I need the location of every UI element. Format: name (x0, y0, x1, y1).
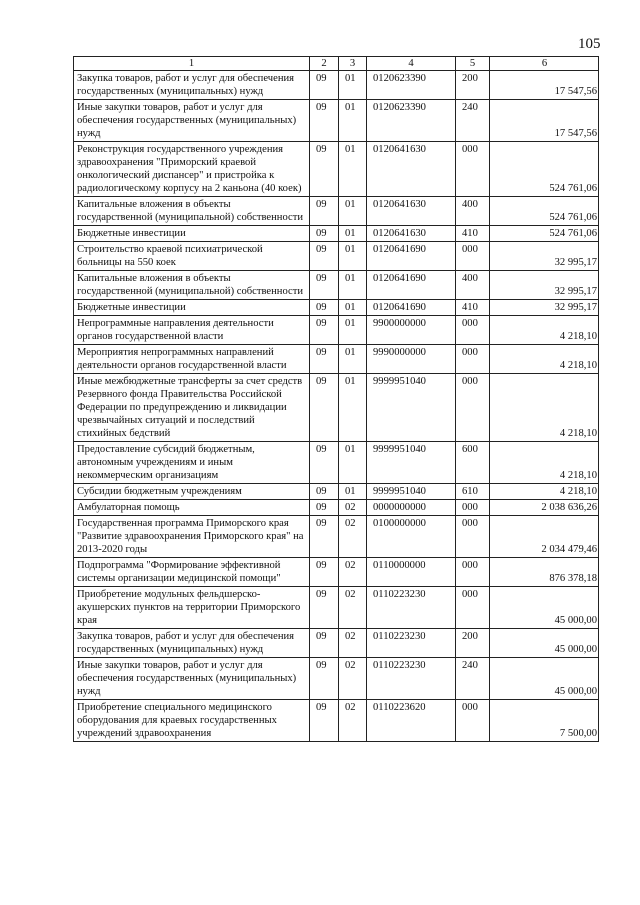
row-expense-type: 000 (456, 374, 490, 442)
row-subsection: 02 (339, 658, 367, 700)
row-target-code: 0120641690 (367, 271, 456, 300)
row-target-code: 0120623390 (367, 100, 456, 142)
row-name: Закупка товаров, работ и услуг для обеспечения государственных (муниципальных) нужд (74, 71, 310, 100)
row-subsection: 01 (339, 374, 367, 442)
header-col-3: 3 (339, 57, 367, 71)
row-amount: 45 000,00 (490, 658, 599, 700)
row-amount: 524 761,06 (490, 197, 599, 226)
header-col-1: 1 (74, 57, 310, 71)
table-row (74, 558, 599, 587)
row-expense-type: 600 (456, 442, 490, 484)
row-subsection: 01 (339, 316, 367, 345)
row-expense-type: 000 (456, 587, 490, 629)
row-expense-type: 000 (456, 516, 490, 558)
table-row (74, 345, 599, 374)
row-amount: 7 500,00 (490, 700, 599, 742)
row-expense-type: 410 (456, 300, 490, 316)
row-target-code: 0000000000 (367, 500, 456, 516)
row-name: Государственная программа Приморского края "Развитие здравоохранения Приморского края" на 2013-2020 годы (74, 516, 310, 558)
row-name: Приобретение специального медицинского оборудования для краевых государственных учреждений здравоохранения (74, 700, 310, 742)
budget-table (73, 56, 599, 742)
table-row (74, 271, 599, 300)
row-subsection: 02 (339, 516, 367, 558)
row-section: 09 (310, 484, 339, 500)
row-section: 09 (310, 558, 339, 587)
row-subsection: 01 (339, 271, 367, 300)
row-amount: 45 000,00 (490, 587, 599, 629)
row-section: 09 (310, 516, 339, 558)
row-section: 09 (310, 100, 339, 142)
row-section: 09 (310, 658, 339, 700)
row-section: 09 (310, 500, 339, 516)
row-expense-type: 240 (456, 658, 490, 700)
row-section: 09 (310, 300, 339, 316)
row-amount: 524 761,06 (490, 142, 599, 197)
row-target-code: 0100000000 (367, 516, 456, 558)
row-section: 09 (310, 700, 339, 742)
table-row (74, 484, 599, 500)
row-name: Иные закупки товаров, работ и услуг для обеспечения государственных (муниципальных) нужд (74, 100, 310, 142)
row-section: 09 (310, 242, 339, 271)
table-row (74, 316, 599, 345)
row-name: Приобретение модульных фельдшерско-акушерских пунктов на территории Приморского края (74, 587, 310, 629)
row-target-code: 0120641690 (367, 300, 456, 316)
row-expense-type: 240 (456, 100, 490, 142)
row-expense-type: 000 (456, 700, 490, 742)
row-section: 09 (310, 345, 339, 374)
row-name: Непрограммные направления деятельности органов государственной власти (74, 316, 310, 345)
row-expense-type: 400 (456, 197, 490, 226)
row-section: 09 (310, 442, 339, 484)
header-col-2: 2 (310, 57, 339, 71)
table-row (74, 374, 599, 442)
row-expense-type: 610 (456, 484, 490, 500)
row-subsection: 01 (339, 100, 367, 142)
row-target-code: 0120641690 (367, 242, 456, 271)
row-name: Амбулаторная помощь (74, 500, 310, 516)
row-name: Капитальные вложения в объекты государственной (муниципальной) собственности (74, 197, 310, 226)
row-target-code: 9990000000 (367, 345, 456, 374)
table-row (74, 242, 599, 271)
row-name: Капитальные вложения в объекты государственной (муниципальной) собственности (74, 271, 310, 300)
row-expense-type: 200 (456, 71, 490, 100)
row-amount: 17 547,56 (490, 100, 599, 142)
row-name: Реконструкция государственного учреждения здравоохранения "Приморский краевой онкологический диспансер" и пристройка к радиологическому корпусу на 2 каньона (40 коек) (74, 142, 310, 197)
table-row (74, 587, 599, 629)
row-amount: 4 218,10 (490, 484, 599, 500)
row-section: 09 (310, 142, 339, 197)
row-expense-type: 000 (456, 316, 490, 345)
page-number: 105 (578, 36, 601, 52)
row-subsection: 02 (339, 629, 367, 658)
row-target-code: 0120641630 (367, 197, 456, 226)
header-col-4: 4 (367, 57, 456, 71)
row-amount: 45 000,00 (490, 629, 599, 658)
row-amount: 4 218,10 (490, 374, 599, 442)
row-section: 09 (310, 197, 339, 226)
header-col-5: 5 (456, 57, 490, 71)
row-amount: 4 218,10 (490, 442, 599, 484)
table-row (74, 629, 599, 658)
row-name: Предоставление субсидий бюджетным, автономным учреждениям и иным некоммерческим организациям (74, 442, 310, 484)
row-expense-type: 000 (456, 500, 490, 516)
row-expense-type: 200 (456, 629, 490, 658)
table-row (74, 100, 599, 142)
row-name: Иные межбюджетные трансферты за счет средств Резервного фонда Правительства Российской Федерации по предупреждению и ликвидации чрезвычайных ситуаций и последствий стихийных бедствий (74, 374, 310, 442)
row-target-code: 0120641630 (367, 142, 456, 197)
row-expense-type: 000 (456, 242, 490, 271)
row-expense-type: 410 (456, 226, 490, 242)
row-expense-type: 400 (456, 271, 490, 300)
row-section: 09 (310, 629, 339, 658)
row-section: 09 (310, 226, 339, 242)
row-expense-type: 000 (456, 558, 490, 587)
row-target-code: 9999951040 (367, 442, 456, 484)
table-row (74, 700, 599, 742)
row-target-code: 0110223230 (367, 587, 456, 629)
row-target-code: 0120623390 (367, 71, 456, 100)
row-subsection: 01 (339, 71, 367, 100)
row-name: Закупка товаров, работ и услуг для обеспечения государственных (муниципальных) нужд (74, 629, 310, 658)
table-row (74, 197, 599, 226)
row-amount: 4 218,10 (490, 345, 599, 374)
row-amount: 2 034 479,46 (490, 516, 599, 558)
row-subsection: 01 (339, 484, 367, 500)
row-name: Подпрограмма "Формирование эффективной системы организации медицинской помощи" (74, 558, 310, 587)
row-name: Бюджетные инвестиции (74, 300, 310, 316)
row-section: 09 (310, 71, 339, 100)
row-subsection: 01 (339, 242, 367, 271)
table-header-row (74, 57, 599, 71)
row-target-code: 0110223230 (367, 658, 456, 700)
row-subsection: 01 (339, 226, 367, 242)
table-row (74, 71, 599, 100)
row-section: 09 (310, 271, 339, 300)
table-row (74, 500, 599, 516)
row-target-code: 9999951040 (367, 374, 456, 442)
row-expense-type: 000 (456, 142, 490, 197)
row-subsection: 01 (339, 345, 367, 374)
table-row (74, 226, 599, 242)
row-amount: 32 995,17 (490, 271, 599, 300)
row-section: 09 (310, 587, 339, 629)
row-name: Иные закупки товаров, работ и услуг для обеспечения государственных (муниципальных) нужд (74, 658, 310, 700)
row-amount: 2 038 636,26 (490, 500, 599, 516)
row-amount: 4 218,10 (490, 316, 599, 345)
row-target-code: 0110223620 (367, 700, 456, 742)
table-row (74, 658, 599, 700)
row-subsection: 02 (339, 587, 367, 629)
row-subsection: 01 (339, 442, 367, 484)
row-name: Строительство краевой психиатрической больницы на 550 коек (74, 242, 310, 271)
row-subsection: 02 (339, 558, 367, 587)
row-subsection: 02 (339, 500, 367, 516)
row-subsection: 02 (339, 700, 367, 742)
row-name: Мероприятия непрограммных направлений деятельности органов государственной власти (74, 345, 310, 374)
row-subsection: 01 (339, 197, 367, 226)
row-target-code: 9999951040 (367, 484, 456, 500)
row-expense-type: 000 (456, 345, 490, 374)
row-amount: 17 547,56 (490, 71, 599, 100)
table-row (74, 300, 599, 316)
row-amount: 32 995,17 (490, 242, 599, 271)
table-row (74, 142, 599, 197)
row-target-code: 9900000000 (367, 316, 456, 345)
row-target-code: 0120641630 (367, 226, 456, 242)
table-row (74, 516, 599, 558)
row-name: Бюджетные инвестиции (74, 226, 310, 242)
row-subsection: 01 (339, 300, 367, 316)
row-subsection: 01 (339, 142, 367, 197)
row-section: 09 (310, 374, 339, 442)
row-amount: 876 378,18 (490, 558, 599, 587)
row-amount: 524 761,06 (490, 226, 599, 242)
row-name: Субсидии бюджетным учреждениям (74, 484, 310, 500)
row-section: 09 (310, 316, 339, 345)
row-target-code: 0110223230 (367, 629, 456, 658)
header-col-6: 6 (490, 57, 599, 71)
row-target-code: 0110000000 (367, 558, 456, 587)
table-row (74, 442, 599, 484)
row-amount: 32 995,17 (490, 300, 599, 316)
